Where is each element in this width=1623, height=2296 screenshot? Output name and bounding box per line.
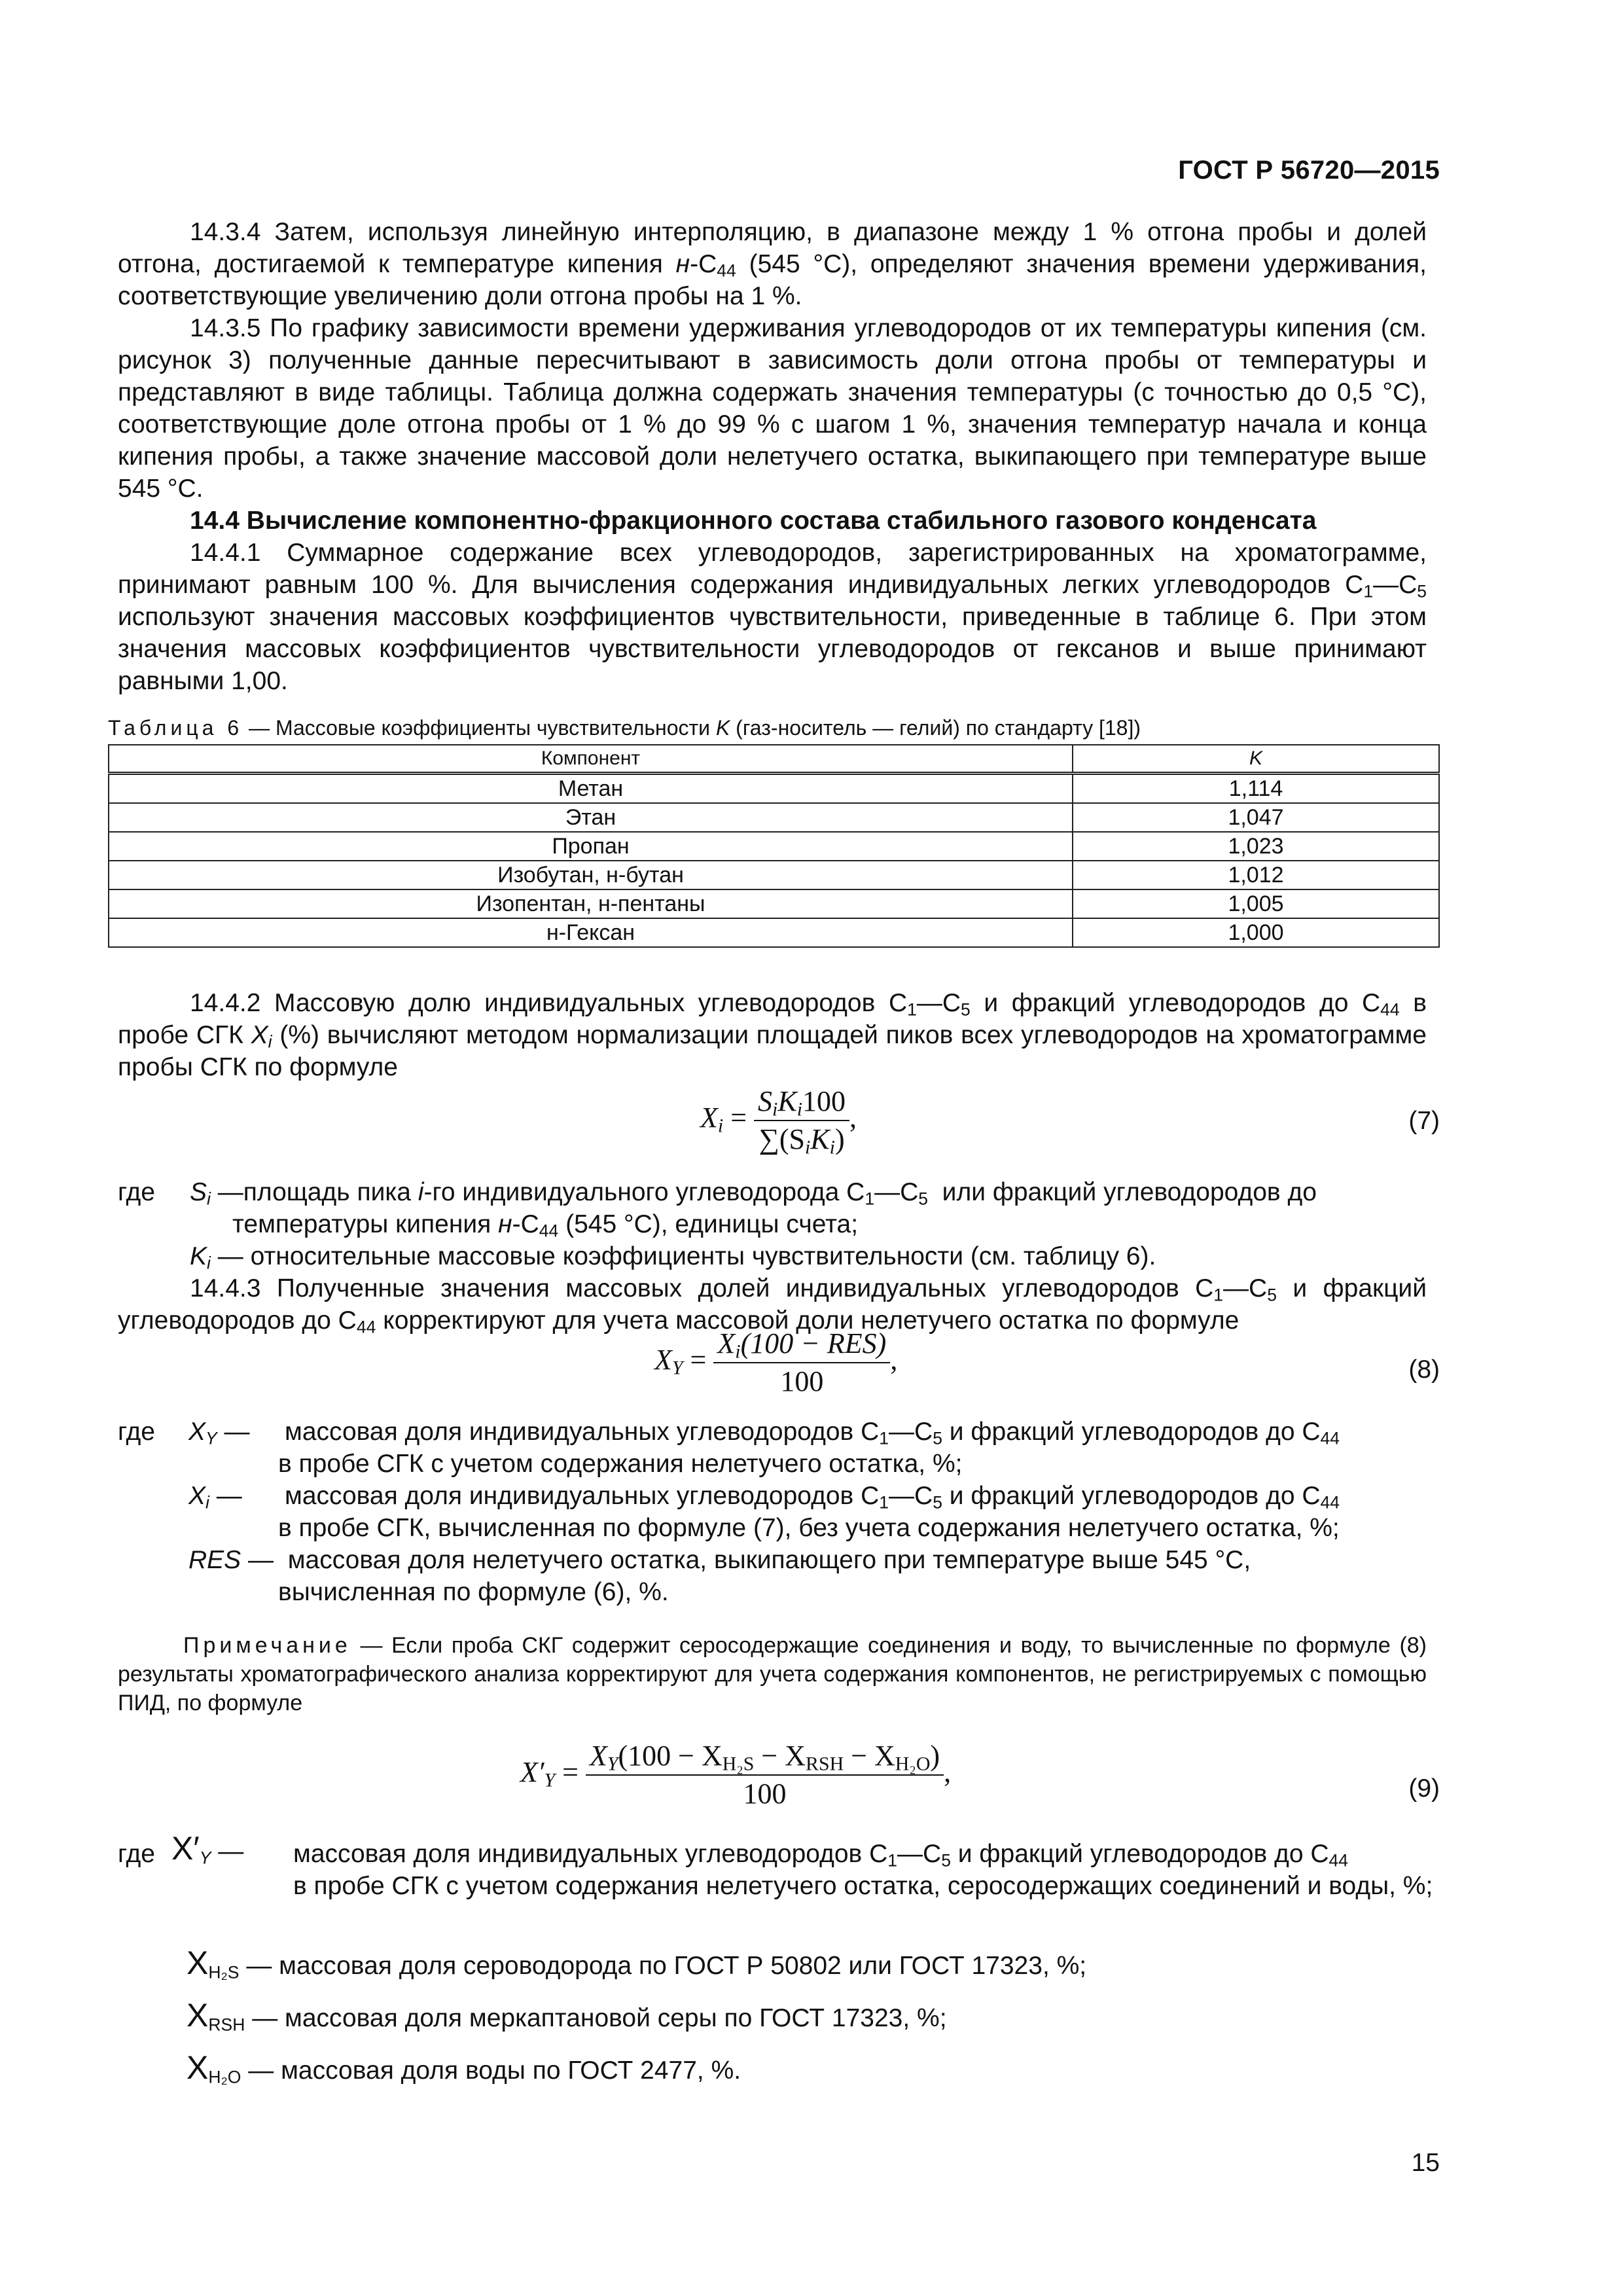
table-cell: 1,023 — [1073, 832, 1439, 861]
paragraph-14-3-4: 14.3.4 Затем, используя линейную интерполяцию, в диапазоне между 1 % отгона пробы и долей отгона, достигаемой к температуре кипения $н-C_{44}$ (545 °С), определяют значения времени удерживания, соответствующие увеличению доли отгона пробы на 1 %. — [118, 218, 1427, 310]
paragraph-14-3-5: 14.3.5 По графику зависимости времени удерживания углеводородов от их температуры кипения (см. рисунок 3) полученные данные пересчитывают в зависимость доли отгона пробы от температуры и представляют в виде таблицы. Таблица должна содержать значения температуры (с точностью до 0,5 °С), соответствующие доле отгона пробы от 1 % до 99 % с шагом 1 %, значения температур начала и конца кипения пробы, а также значение массовой доли нелетучего остатка, выкипающего при температуре выше 545 °С. — [118, 314, 1427, 503]
note: Примечание — Если проба СКГ содержит серосодержащие соединения и воду, то вычисленные по формуле (8) результаты хроматографического анализа корректируют для учета содержания компонентов, не регистрируемых с помощью ПИД, по формуле — [118, 1633, 1427, 1715]
table-header-cell: Компонент — [109, 745, 1073, 774]
equation-number: (8) — [1408, 1355, 1440, 1384]
where-label: где — [118, 1418, 155, 1446]
table-row — [109, 774, 1439, 804]
definition-xi-cont: в пробе СГК, вычисленная по формуле (7), без учета содержания нелетучего остатка, %; — [278, 1514, 1340, 1542]
table-cell: Пропан — [109, 832, 1073, 861]
formula-7: $X_i$ = $\frac{S_iK_i100}{\sum(S_iK_i)}$ , — [700, 1083, 857, 1158]
table-cell: Этан — [109, 803, 1073, 832]
table-row — [109, 918, 1439, 947]
fraction: $\frac{S_iK_i100}{\sum(S_iK_i)}$ — [754, 1083, 849, 1158]
paragraph-14-4-2: 14.4.2 Массовую долю индивидуальных углеводородов $С_1—C_5$ и фракций углеводородов до $С_{44}$ в пробе СГК $X_i$ (%) вычисляют методом нормализации площадей пиков всех углеводородов на хроматограмме пробы СГК по формуле — [118, 989, 1427, 1081]
section-heading-14-4: 14.4 Вычисление компонентно-фракционного состава стабильного газового конденсата — [190, 507, 1317, 535]
fraction: $\frac{X_i(100 - RES)}{100}$ — [713, 1325, 890, 1400]
equation-number: (7) — [1408, 1107, 1440, 1135]
page-number: 15 — [1411, 2149, 1440, 2177]
definition-ki: $K_i$ — относительные массовые коэффициенты чувствительности (см. таблицу 6). — [190, 1242, 1156, 1273]
definition-x-h2s: $X_{H_2S}$ — массовая доля сероводорода по ГОСТ Р 50802 или ГОСТ 17323, %; — [187, 1945, 1087, 1982]
table-cell: 1,000 — [1073, 918, 1439, 947]
table-cell: 1,012 — [1073, 861, 1439, 889]
formula-8: $X_Y$ = $\frac{X_i(100 - RES)}{100}$ , — [654, 1325, 897, 1400]
table-caption: Таблица 6 — Массовые коэффициенты чувствительности K (газ-носитель — гелий) по стандарту [18]) — [108, 716, 1141, 740]
document-header: ГОСТ Р 56720—2015 — [1178, 156, 1440, 185]
symbol-xy-prime: $X'_Y$ — — [171, 1830, 244, 1868]
table-cell: 1,114 — [1073, 774, 1439, 804]
definition-xi: массовая доля индивидуальных углеводородов $С_1—C_5$ и фракций углеводородов до $С_{44}$ — [285, 1482, 1340, 1513]
sensitivity-coefficients-table — [108, 744, 1440, 948]
definition-xy-prime-cont: в пробе СГК с учетом содержания нелетучего остатка, серосодержащих соединений и воды, %; — [293, 1872, 1433, 1900]
definition-res: RES — массовая доля нелетучего остатка, выкипающего при температуре выше 545 °С, — [188, 1546, 1251, 1574]
table-header-row — [109, 745, 1439, 774]
definition-x-h2o: $X_{H_2O}$ — массовая доля воды по ГОСТ 2477, %. — [187, 2049, 741, 2087]
definition-xy: массовая доля индивидуальных углеводородов $С_1—C_5$ и фракций углеводородов до $С_{44}$ — [285, 1418, 1340, 1448]
definition-xy-cont: в пробе СГК с учетом содержания нелетучего остатка, %; — [278, 1450, 963, 1478]
table-cell: 1,047 — [1073, 803, 1439, 832]
paragraph-14-4-3: 14.4.3 Полученные значения массовых долей индивидуальных углеводородов $С_1—C_5$ и фракций углеводородов до $С_{44}$ корректируют для учета массовой доли нелетучего остатка по формуле — [118, 1274, 1427, 1337]
definition-res-cont: вычисленная по формуле (6), %. — [278, 1578, 669, 1606]
table-cell: Изопентан, н-пентаны — [109, 889, 1073, 918]
table-row — [109, 889, 1439, 918]
table-row — [109, 861, 1439, 889]
table-cell: Метан — [109, 774, 1073, 804]
where-label: где — [118, 1840, 155, 1868]
definition-xy-prime: массовая доля индивидуальных углеводородов $С_1—C_5$ и фракций углеводородов до $С_{44}$ — [293, 1840, 1349, 1871]
formula-9: $X'_Y$ = $\frac{X_Y(100 - X_{H_2S} - X_{RSH} - X_{H_2O})}{100}$ , — [520, 1738, 951, 1812]
table-row — [109, 832, 1439, 861]
definition-si: $S_i$ —площадь пика i-го индивидуального углеводорода $С_1—C_5$ или фракций углеводородов до — [190, 1178, 1317, 1209]
fraction: $\frac{X_Y(100 - X_{H_2S} - X_{RSH} - X_{H_2O})}{100}$ — [586, 1738, 944, 1812]
symbol-xy: $X_Y$ — — [188, 1418, 250, 1448]
definition-x-rsh: $X_{RSH}$ — массовая доля меркаптановой серы по ГОСТ 17323, %; — [187, 1997, 947, 2035]
symbol-xi: $X_i$ — — [188, 1482, 242, 1513]
where-label: где — [118, 1178, 155, 1206]
table-row — [109, 803, 1439, 832]
definition-si-cont: температуры кипения $н-C_{44}$ (545 °С), единицы счета; — [232, 1210, 859, 1241]
table-header-cell: K — [1073, 745, 1439, 774]
table-cell: 1,005 — [1073, 889, 1439, 918]
table-cell: Изобутан, н-бутан — [109, 861, 1073, 889]
equation-number: (9) — [1408, 1774, 1440, 1803]
paragraph-14-4-1: 14.4.1 Суммарное содержание всех углеводородов, зарегистрированных на хроматограмме, принимают равным 100 %. Для вычисления содержания индивидуальных легких углеводородов $С_1—C_5$ используют значения массовых коэффициентов чувствительности, приведенные в таблице 6. При этом значения массовых коэффициентов чувствительности углеводородов от гексанов и выше принимают равными 1,00. — [118, 539, 1427, 695]
table-cell: н-Гексан — [109, 918, 1073, 947]
